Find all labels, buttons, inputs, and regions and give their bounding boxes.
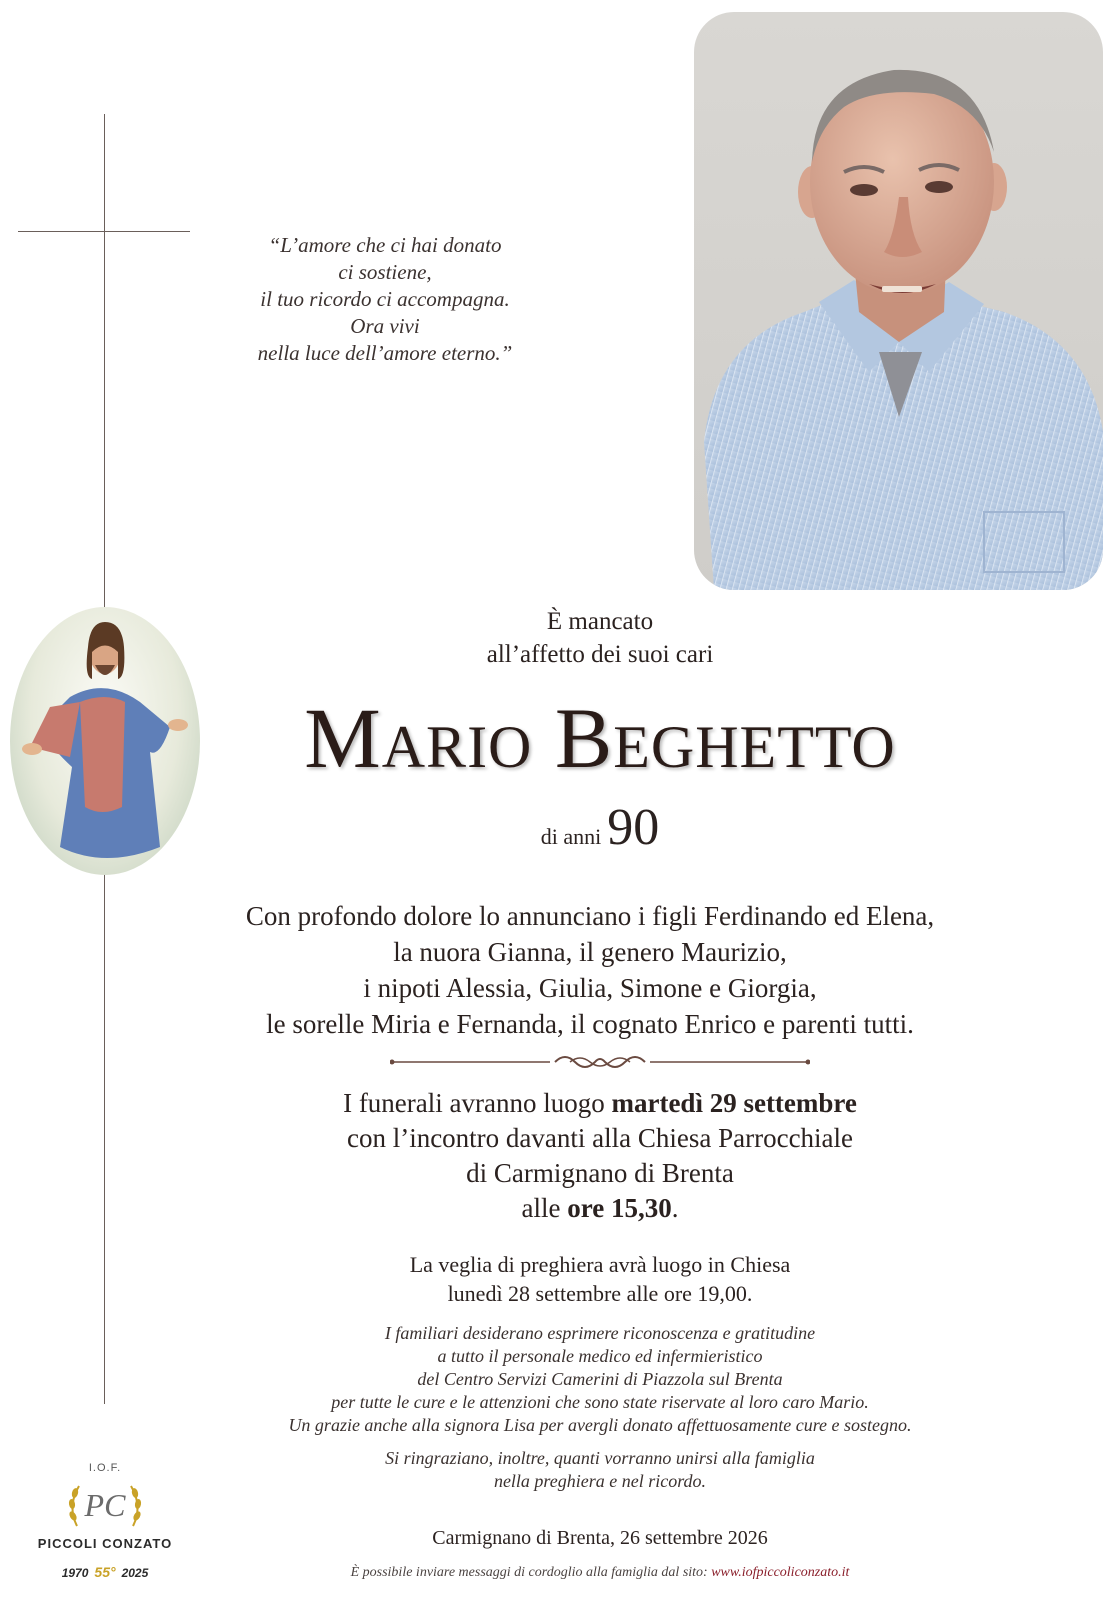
year-end: 2025 (121, 1566, 149, 1580)
footer-note (200, 1563, 1000, 1583)
vigil-line: lunedì 28 settembre alle ore 19,00. (447, 1281, 753, 1306)
family-announcement (140, 898, 1040, 1042)
memorial-quote (205, 232, 565, 367)
logo-monogram: PC (84, 1487, 126, 1523)
funeral-line-2: con l’incontro davanti alla Chiesa Parrocchiale (346, 1123, 854, 1153)
quote-line: “L’amore che ci hai donato (268, 233, 502, 257)
thanks-line: a tutto il personale medico ed infermieristico (437, 1346, 763, 1366)
intro-text (400, 605, 800, 671)
funeral-line-1 (240, 1086, 960, 1121)
family-line: le sorelle Miria e Fernanda, il cognato Enrico e parenti tutti. (266, 1009, 914, 1039)
funeral-time: ore 15,30 (567, 1193, 672, 1223)
logo-iof: I.O.F. (88, 1462, 122, 1474)
deceased-age (420, 798, 780, 857)
funeral-text: . (671, 1193, 679, 1223)
quote-line: ci sostiene, (338, 260, 432, 284)
quote-line: Ora vivi (350, 314, 420, 338)
anniversary-badge: 55° (94, 1564, 116, 1580)
logo-name: PICCOLI CONZATO (37, 1536, 173, 1551)
thanks-line: Si ringraziano, inoltre, quanti vorranno unirsi alla famiglia (385, 1448, 815, 1468)
funeral-text: I funerali avranno luogo (343, 1088, 612, 1118)
intro-line: all’affetto dei suoi cari (486, 641, 714, 668)
thanks-line: I familiari desiderano esprimere riconoscenza e gratitudine (384, 1323, 816, 1343)
logo-years (20, 1564, 190, 1580)
funeral-line-4 (240, 1191, 960, 1226)
laurel-monogram-icon (65, 1476, 145, 1536)
deceased-name: Mario Beghetto (304, 690, 896, 786)
quote-line: nella luce dell’amore eterno.” (257, 341, 513, 365)
ornament-divider (390, 1050, 810, 1074)
family-line: Con profondo dolore lo annunciano i figli Ferdinando ed Elena, (245, 901, 935, 931)
portrait-photo (694, 12, 1103, 590)
acknowledgements-closing (150, 1447, 1050, 1493)
funeral-home-logo (20, 1462, 190, 1592)
family-line: la nuora Gianna, il genero Maurizio, (393, 937, 787, 967)
funeral-details (240, 1086, 960, 1226)
cross-horizontal-line (18, 231, 190, 232)
footer-text: È possibile inviare messaggi di cordoglio alla famiglia dal sito: (350, 1565, 712, 1580)
age-value: 90 (607, 799, 660, 856)
funeral-line-3: di Carmignano di Brenta (466, 1158, 734, 1188)
funeral-date: martedì 29 settembre (611, 1088, 857, 1118)
family-line: i nipoti Alessia, Giulia, Simone e Giorgia, (363, 973, 817, 1003)
thanks-line: Un grazie anche alla signora Lisa per avergli donato affettuosamente cure e sostegno. (288, 1415, 912, 1435)
year-start: 1970 (61, 1566, 89, 1580)
intro-line: È mancato (546, 608, 654, 635)
vigil-line: La veglia di preghiera avrà luogo in Chiesa (409, 1252, 791, 1277)
thanks-line: nella preghiera e nel ricordo. (493, 1471, 707, 1491)
age-label: di anni (540, 824, 602, 849)
place-date: Carmignano di Brenta, 26 settembre 2026 (432, 1527, 768, 1549)
website-link[interactable]: www.iofpiccoliconzato.it (711, 1565, 850, 1580)
thanks-line: del Centro Servizi Camerini di Piazzola sul Brenta (417, 1369, 783, 1389)
portrait-illustration (694, 12, 1103, 590)
vigil-details (300, 1250, 900, 1308)
funeral-text: alle (521, 1193, 568, 1223)
thanks-line: per tutte le cure e le attenzioni che sono state riservate al loro caro Mario. (331, 1392, 869, 1412)
acknowledgements (150, 1322, 1050, 1437)
quote-line: il tuo ricordo ci accompagna. (260, 287, 510, 311)
